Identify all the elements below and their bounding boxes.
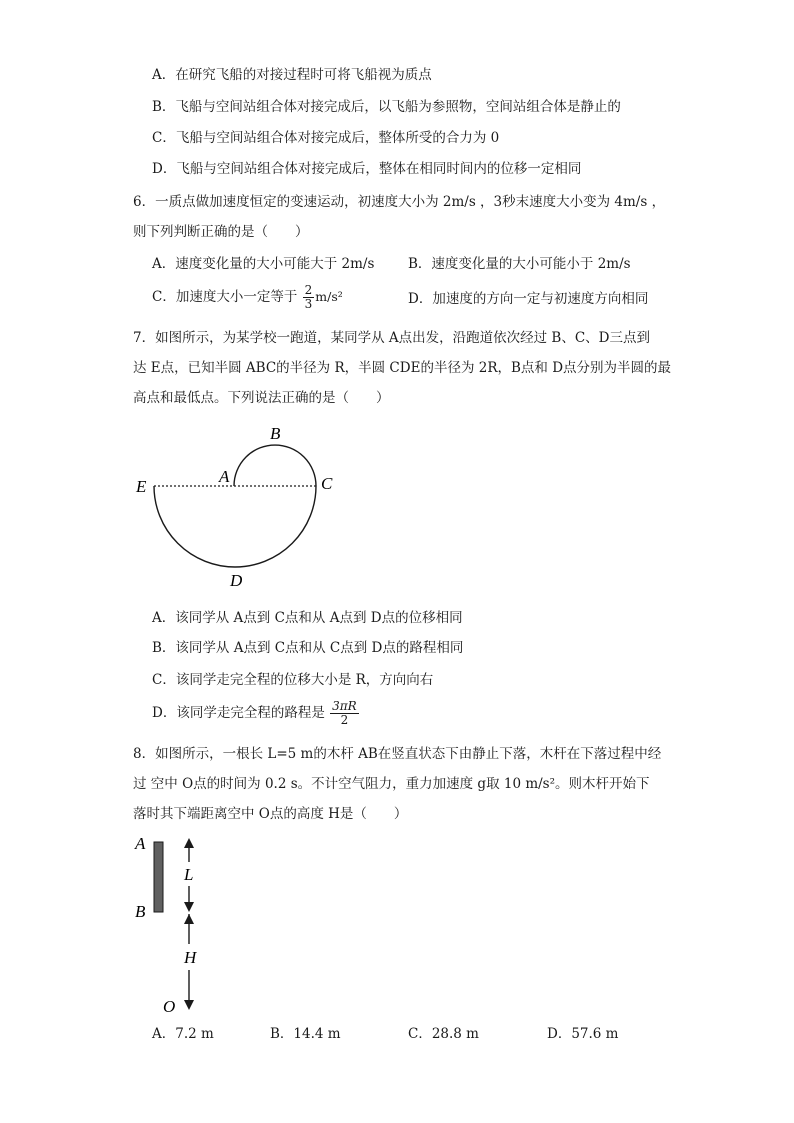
q7-label-b: B xyxy=(270,424,281,443)
q8-label-o: O xyxy=(163,997,176,1016)
q8-label-l: L xyxy=(184,865,194,884)
arrow-down-icon xyxy=(184,902,194,912)
q6-option-c-fraction xyxy=(303,284,315,311)
q7-label-d: D xyxy=(230,571,243,590)
q6-option-c xyxy=(152,283,343,311)
q5-option-c: C．飞船与空间站组合体对接完成后，整体所受的合力为 0 xyxy=(152,130,500,146)
q5-option-a: A．在研究飞船的对接过程时可将飞船视为质点 xyxy=(152,67,432,83)
q7-stem-line3: 高点和最低点。下列说法正确的是（ ） xyxy=(133,390,390,406)
q7-option-a: A．该同学从 A点到 C点和从 A点到 D点的位移相同 xyxy=(152,610,463,626)
q6-stem-line1: 6．一质点做加速度恒定的变速运动，初速度大小为 2m/s ，3秒末速度大小变为 4m/s ， xyxy=(133,194,666,210)
q7-semicircle-cde xyxy=(154,486,316,567)
q7-track-diagram xyxy=(120,415,360,595)
q7-option-d xyxy=(152,698,360,728)
q6-option-d: D．加速度的方向一定与初速度方向相同 xyxy=(408,291,649,307)
q6-option-a: A．速度变化量的大小可能大于 2m/s xyxy=(152,256,375,272)
q8-label-b: B xyxy=(135,902,146,921)
arrow-up-icon xyxy=(184,838,194,848)
q7-option-b: B．该同学从 A点到 C点和从 C点到 D点的路程相同 xyxy=(152,640,464,656)
q8-label-h: H xyxy=(184,948,197,967)
q5-option-b: B．飞船与空间站组合体对接完成后，以飞船为参照物，空间站组合体是静止的 xyxy=(152,99,621,115)
q6-option-b: B．速度变化量的大小可能小于 2m/s xyxy=(408,256,631,272)
q7-label-c: C xyxy=(321,474,333,493)
q7-semicircle-abc xyxy=(234,445,316,486)
q7-stem-line1: 7．如图所示，为某学校一跑道，某同学从 A点出发，沿跑道依次经过 B、C、D三点到 xyxy=(133,330,650,346)
q6-option-c-numerator: 2 xyxy=(304,283,313,297)
q8-stem-line2: 过 空中 O点的时间为 0.2 s。不计空气阻力，重力加速度 g取 10 m/s²。则木杆开始下 xyxy=(133,776,650,792)
q8-option-c: C．28.8 m xyxy=(408,1026,479,1042)
q7-option-d-denominator: 2 xyxy=(340,713,349,727)
q8-stem-line3: 落时其下端距离空中 O点的高度 H是（ ） xyxy=(133,806,408,822)
q7-option-d-prefix: D．该同学走完全程的路程是 xyxy=(152,705,325,721)
q8-label-a: A xyxy=(135,834,146,853)
q8-option-a: A．7.2 m xyxy=(152,1026,214,1042)
q7-label-a: A xyxy=(219,467,230,486)
arrow-down-icon xyxy=(184,1000,194,1010)
q7-stem-line2: 达 E点，已知半圆 ABC的半径为 R，半圆 CDE的半径为 2R，B点和 D点分别为半圆的最 xyxy=(133,360,672,376)
q6-option-c-denominator: 3 xyxy=(304,297,313,311)
q8-option-d: D．57.6 m xyxy=(547,1026,619,1042)
q7-option-c: C．该同学走完全程的位移大小是 R，方向向右 xyxy=(152,672,434,688)
q7-option-d-fraction xyxy=(330,700,359,727)
q8-option-b: B．14.4 m xyxy=(270,1026,341,1042)
q8-rod-ab xyxy=(154,842,163,912)
q6-stem-line2: 则下列判断正确的是（ ） xyxy=(133,224,309,240)
q8-rod-diagram xyxy=(125,830,245,1020)
q5-option-d: D．飞船与空间站组合体对接完成后，整体在相同时间内的位移一定相同 xyxy=(152,161,582,177)
arrow-up-icon xyxy=(184,914,194,924)
q8-stem-line1: 8．如图所示，一根长 L=5 m的木杆 AB在竖直状态下由静止下落，木杆在下落过程中经 xyxy=(133,746,662,762)
q6-option-c-unit: m/s² xyxy=(315,289,343,304)
q7-option-d-numerator: 3πR xyxy=(332,699,357,713)
q6-option-c-prefix: C．加速度大小一定等于 xyxy=(152,289,298,305)
q7-label-e: E xyxy=(136,477,147,496)
